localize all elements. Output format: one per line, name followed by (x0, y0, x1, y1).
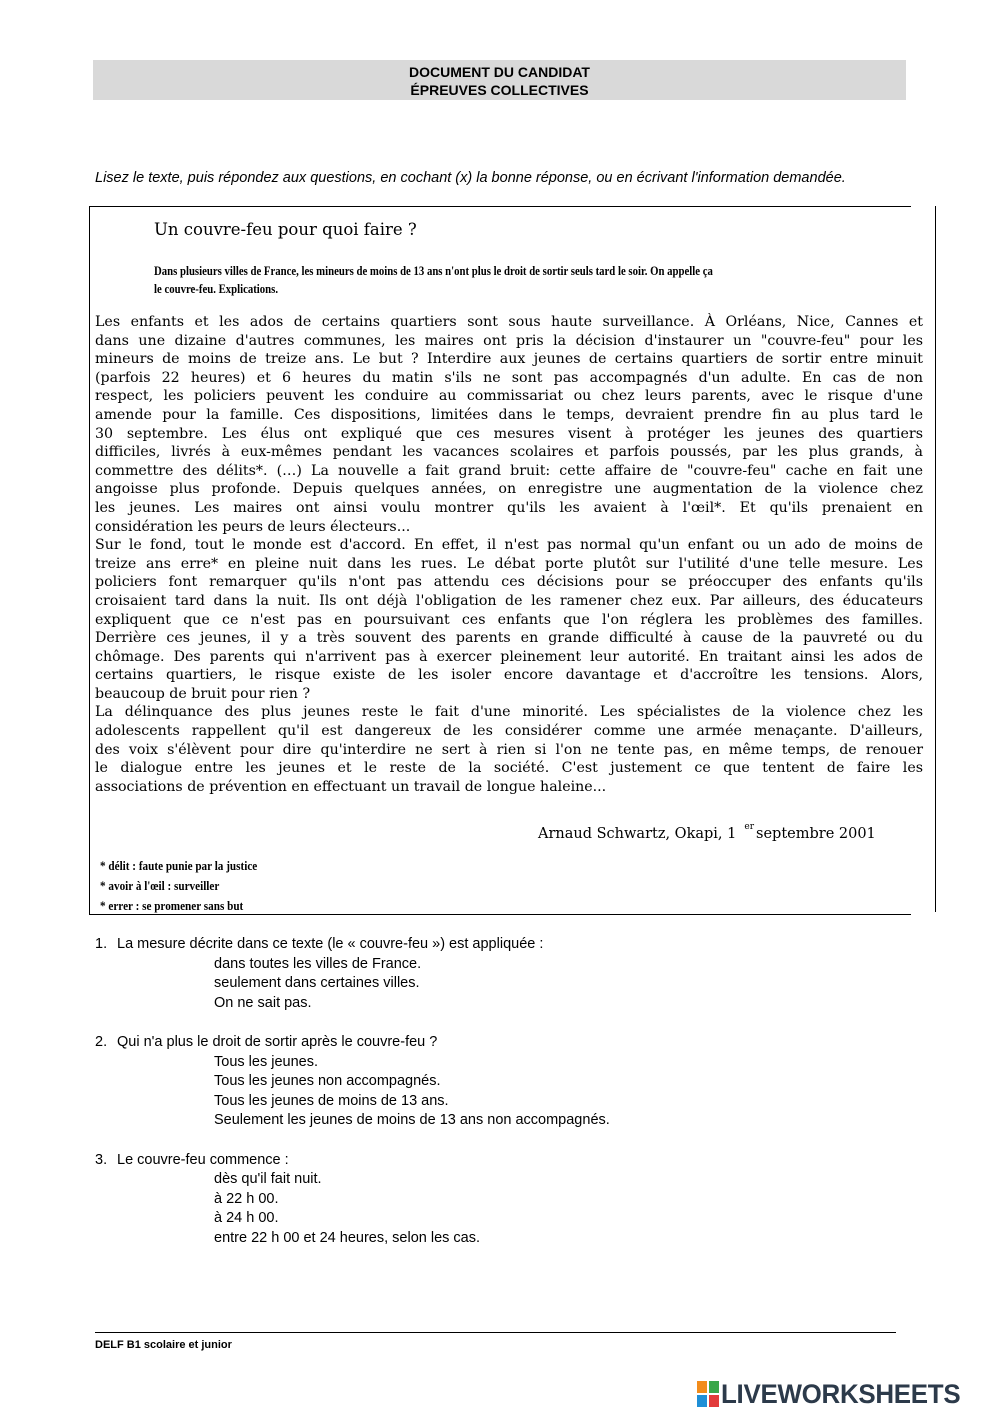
answer-option[interactable]: Tous les jeunes non accompagnés. (214, 1073, 441, 1089)
article-lead (154, 262, 756, 298)
body-line: certains quartiers, le risque existe de les isoler encore davantage et d'accroître les tensions. Alors, (95, 667, 923, 684)
body-line: difficiles, livrés à eux-mêmes pendant les vacances scolaires et parfois poussés, par les plus grands, à (95, 444, 923, 461)
signature-date: septembre 2001 (756, 826, 876, 842)
question-text: La mesure décrite dans ce texte (le « couvre-feu ») est appliquée : (117, 936, 544, 952)
body-line: treize ans erre* en pleine nuit dans les rues. Le débat porte plutôt sur l'utilité d'une telle mesure. Les (95, 555, 923, 572)
question-number: 3. (95, 1152, 108, 1168)
lead-line: Dans plusieurs villes de France, les mineurs de moins de 13 ans n'ont plus le droit de sortir seuls tard le soir. On appelle ça (154, 264, 713, 278)
body-line: mineurs de moins de treize ans. Le but ? Interdire aux jeunes de certains quartiers de sortir entre minuit (95, 351, 923, 368)
footnote: * errer : se promener sans but (100, 898, 244, 913)
body-line: expliquent que ce n'est pas en poursuivant ces enfants que l'on réglera les problèmes des familles. (95, 611, 923, 628)
body-line: beaucoup de bruit pour rien ? (95, 685, 311, 702)
body-line: policiers font remarquer qu'ils n'ont pas attendu ces décisions pour se préoccuper des enfants qu'ils (95, 574, 923, 591)
answer-option[interactable]: Seulement les jeunes de moins de 13 ans non accompagnés. (214, 1112, 610, 1128)
footnotes (100, 856, 257, 916)
question-1 (95, 935, 543, 955)
liveworksheets-logo-icon (697, 1381, 719, 1407)
answer-option[interactable]: dans toutes les villes de France. (214, 956, 422, 972)
footer-label: DELF B1 scolaire et junior (95, 1339, 232, 1351)
question-2 (95, 1033, 437, 1053)
footnote: * avoir à l'œil : surveiller (100, 878, 220, 893)
article-signature (538, 817, 876, 844)
body-line: Les enfants et les ados de certains quartiers sont sous haute surveillance. À Orléans, Nice, Cannes et (95, 314, 923, 330)
body-line: 30 septembre. Les élus ont expliqué que ces mesures visent à protéger les jeunes des quartiers (95, 425, 923, 442)
question-text: Qui n'a plus le droit de sortir après le couvre-feu ? (117, 1034, 438, 1050)
body-line: croisaient tard dans la nuit. Ils ont déjà l'obligation de les ramener chez eux. Par ailleurs, des éducateurs (95, 592, 923, 609)
answer-option[interactable]: seulement dans certaines villes. (214, 975, 420, 991)
body-line: dans une dizaine d'autres communes, les maires ont pris la décision d'instaurer un "couvre-feu" pour les (95, 332, 923, 349)
body-line: commettre des délits*. (…) La nouvelle a fait grand bruit: cette affaire de "couvre-feu" cache en fait une (95, 462, 923, 479)
body-line: les jeunes. Les maires ont ainsi voulu montrer qu'ils les avaient à l'œil*. Et qu'ils prenaient en (95, 499, 923, 516)
brand-name: LIVEWORKSHEETS (721, 1378, 961, 1409)
body-line: angoisse plus profonde. Depuis quelques années, on enregistre une augmentation de la violence chez (95, 481, 923, 498)
question-text: Le couvre-feu commence : (117, 1152, 289, 1168)
signature-superscript: er (744, 822, 755, 832)
question-3 (95, 1151, 289, 1171)
document-header (93, 60, 906, 100)
header-line-2: ÉPREUVES COLLECTIVES (410, 82, 589, 98)
body-line: adolescents rappellent qu'il est dangereux de les considérer comme une armée menaçante. D'ailleurs, (95, 723, 923, 740)
frame-right-border (935, 206, 936, 912)
body-line: des voix s'élèvent pour dire qu'interdire ne sert à rien si l'on ne tente pas, en même temps, de renouer (95, 741, 923, 758)
signature-author: Arnaud Schwartz, Okapi, 1 (538, 826, 737, 842)
liveworksheets-brand[interactable] (697, 1377, 970, 1411)
body-line: associations de prévention en effectuant un travail de longue haleine... (95, 778, 607, 795)
article-title: Un couvre-feu pour quoi faire ? (154, 220, 417, 239)
body-line: le dialogue entre les jeunes et le reste de la société. C'est justement ce que tentent de faire les (95, 760, 923, 777)
question-number: 2. (95, 1034, 108, 1050)
body-line: respect, les policiers peuvent les conduire au commissariat ou chez leurs parents, avec le risque d'une (95, 388, 923, 405)
frame-top-border (89, 206, 911, 207)
footnote: * délit : faute punie par la justice (100, 858, 258, 873)
body-line: Sur le fond, tout le monde est d'accord. En effet, il n'est pas normal qu'un enfant ou un ado de moins de (95, 537, 923, 554)
answer-option[interactable]: à 22 h 00. (214, 1191, 279, 1207)
body-line: chômage. Des parents qui n'arrivent pas à exercer pleinement leur autorité. En traitant ainsi les ados de (95, 648, 923, 665)
answer-option[interactable]: à 24 h 00. (214, 1210, 279, 1226)
article-body (95, 313, 923, 796)
answer-option[interactable]: dès qu'il fait nuit. (214, 1171, 322, 1187)
lead-line: le couvre-feu. Explications. (154, 282, 279, 296)
body-line: (parfois 22 heures) et 6 heures du matin s'ils ne sont pas accompagnés d'un adulte. En cas de non (95, 369, 923, 386)
body-line: considération les peurs de leurs électeurs... (95, 518, 411, 535)
instructions: Lisez le texte, puis répondez aux questions, en cochant (x) la bonne réponse, ou en écrivant l'information demandée. (95, 170, 846, 186)
answer-option[interactable]: entre 22 h 00 et 24 heures, selon les cas. (214, 1230, 481, 1246)
footer-divider (95, 1332, 896, 1333)
answer-option[interactable]: Tous les jeunes de moins de 13 ans. (214, 1093, 449, 1109)
answer-option[interactable]: Tous les jeunes. (214, 1054, 318, 1070)
header-line-1: DOCUMENT DU CANDIDAT (409, 64, 590, 80)
body-line: Derrière ces jeunes, il y a très souvent des parents en grande difficulté à cause de la pauvreté ou du (95, 630, 923, 647)
answer-option[interactable]: On ne sait pas. (214, 995, 312, 1011)
body-line: La délinquance des plus jeunes reste le fait d'une minorité. Les spécialistes de la violence chez les (95, 704, 923, 721)
body-line: amende pour la famille. Ces dispositions, limitées dans le temps, devraient prendre fin au plus tard le (95, 406, 923, 423)
frame-left-border (89, 206, 90, 915)
question-number: 1. (95, 936, 108, 952)
